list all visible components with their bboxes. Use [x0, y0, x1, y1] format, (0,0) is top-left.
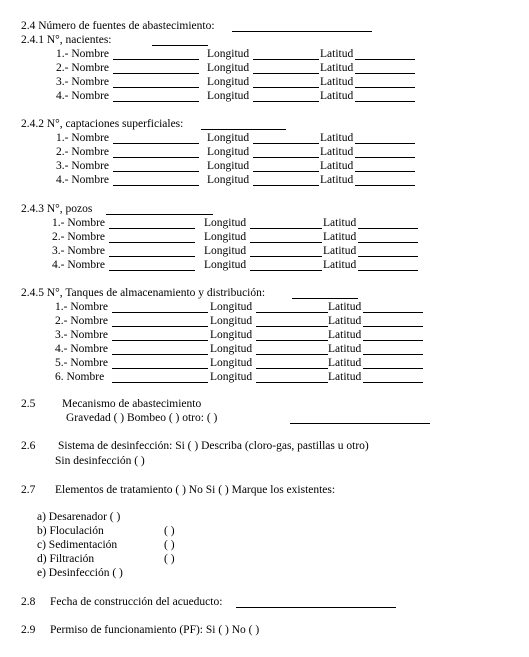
latitud-field[interactable] — [363, 312, 423, 313]
fecha-construccion-label: Fecha de construcción del acueducto: — [50, 596, 223, 608]
nombre-field[interactable] — [113, 59, 199, 60]
nombre-field[interactable] — [113, 87, 199, 88]
otro-mecanismo-field[interactable] — [290, 423, 430, 424]
longitud-field[interactable] — [256, 326, 328, 327]
row-name-label: 3.- Nombre — [55, 329, 109, 341]
fuentes-count-field[interactable] — [232, 31, 372, 32]
tratamiento-checkbox[interactable]: ( ) — [164, 553, 175, 565]
tratamiento-item[interactable]: e) Desinfección ( ) — [37, 567, 123, 579]
longitud-label: Longitud — [204, 231, 247, 243]
row-name-label: 3.- Nombre — [52, 245, 106, 257]
longitud-label: Longitud — [207, 174, 250, 186]
tratamiento-checkbox[interactable]: ( ) — [164, 539, 175, 551]
row-name-label: 2.- Nombre — [56, 146, 110, 158]
longitud-field[interactable] — [250, 228, 322, 229]
nombre-field[interactable] — [112, 354, 208, 355]
longitud-field[interactable] — [250, 242, 322, 243]
latitud-field[interactable] — [363, 354, 423, 355]
longitud-label: Longitud — [207, 160, 250, 172]
nombre-field[interactable] — [109, 270, 195, 271]
nombre-field[interactable] — [112, 382, 208, 383]
longitud-label: Longitud — [210, 301, 253, 313]
nombre-field[interactable] — [112, 368, 208, 369]
desinfeccion-line[interactable]: Sistema de desinfección: Si ( ) Describa (cloro-gas, pastillas u otro) — [58, 440, 369, 452]
longitud-label: Longitud — [204, 217, 247, 229]
nombre-field[interactable] — [112, 326, 208, 327]
latitud-label: Latitud — [323, 217, 357, 229]
nombre-field[interactable] — [109, 256, 195, 257]
longitud-label: Longitud — [210, 329, 253, 341]
longitud-label: Longitud — [210, 371, 253, 383]
longitud-label: Longitud — [210, 315, 253, 327]
latitud-label: Latitud — [320, 76, 354, 88]
latitud-field[interactable] — [355, 143, 415, 144]
group-heading: 2.4.1 N°, nacientes: — [21, 34, 112, 46]
latitud-field[interactable] — [363, 382, 423, 383]
latitud-label: Latitud — [320, 90, 354, 102]
tratamiento-item[interactable]: b) Floculación — [37, 525, 104, 537]
longitud-field[interactable] — [253, 59, 319, 60]
tratamiento-item[interactable]: a) Desarenador ( ) — [37, 511, 121, 523]
section-2-4-title: 2.4 Número de fuentes de abastecimiento: — [21, 20, 215, 32]
row-name-label: 2.- Nombre — [56, 62, 110, 74]
group-heading: 2.4.3 N°, pozos — [21, 203, 93, 215]
latitud-field[interactable] — [355, 185, 415, 186]
longitud-field[interactable] — [253, 185, 319, 186]
row-name-label: 2.- Nombre — [55, 315, 109, 327]
group-heading: 2.4.5 N°, Tanques de almacenamiento y distribución: — [21, 287, 266, 299]
section-2-5-number: 2.5 — [21, 398, 36, 410]
longitud-field[interactable] — [253, 87, 319, 88]
nombre-field[interactable] — [113, 143, 199, 144]
nombre-field[interactable] — [109, 242, 195, 243]
latitud-field[interactable] — [355, 157, 415, 158]
longitud-field[interactable] — [256, 340, 328, 341]
group-count-field[interactable] — [152, 45, 208, 46]
latitud-label: Latitud — [320, 62, 354, 74]
longitud-field[interactable] — [253, 157, 319, 158]
row-name-label: 4.- Nombre — [55, 343, 109, 355]
permiso-funcionamiento-line[interactable]: Permiso de funcionamiento (PF): Si ( ) No ( ) — [50, 624, 260, 636]
row-name-label: 5.- Nombre — [55, 357, 109, 369]
latitud-label: Latitud — [320, 146, 354, 158]
nombre-field[interactable] — [113, 157, 199, 158]
row-name-label: 4.- Nombre — [56, 90, 110, 102]
longitud-field[interactable] — [253, 171, 319, 172]
fecha-construccion-field[interactable] — [236, 607, 396, 608]
latitud-label: Latitud — [328, 371, 362, 383]
longitud-field[interactable] — [250, 270, 322, 271]
latitud-field[interactable] — [355, 87, 415, 88]
longitud-field[interactable] — [256, 312, 328, 313]
longitud-label: Longitud — [207, 62, 250, 74]
nombre-field[interactable] — [113, 171, 199, 172]
group-count-field[interactable] — [106, 214, 213, 215]
latitud-field[interactable] — [363, 326, 423, 327]
row-name-label: 1.- Nombre — [56, 48, 110, 60]
sin-desinfeccion-line[interactable]: Sin desinfección ( ) — [55, 455, 145, 467]
latitud-field[interactable] — [358, 242, 418, 243]
longitud-field[interactable] — [253, 101, 319, 102]
latitud-field[interactable] — [355, 101, 415, 102]
row-name-label: 1.- Nombre — [56, 132, 110, 144]
latitud-label: Latitud — [328, 357, 362, 369]
longitud-label: Longitud — [204, 245, 247, 257]
row-name-label: 6. Nombre — [55, 371, 105, 383]
tratamiento-item[interactable]: c) Sedimentación — [37, 539, 118, 551]
nombre-field[interactable] — [109, 228, 195, 229]
latitud-label: Latitud — [323, 245, 357, 257]
latitud-label: Latitud — [320, 48, 354, 60]
longitud-label: Longitud — [210, 343, 253, 355]
section-2-7-number: 2.7 — [21, 484, 36, 496]
latitud-field[interactable] — [363, 368, 423, 369]
group-count-field[interactable] — [201, 129, 286, 130]
longitud-label: Longitud — [207, 90, 250, 102]
row-name-label: 1.- Nombre — [52, 217, 106, 229]
nombre-field[interactable] — [113, 73, 199, 74]
nombre-field[interactable] — [112, 312, 208, 313]
latitud-label: Latitud — [328, 315, 362, 327]
latitud-label: Latitud — [323, 231, 357, 243]
group-heading: 2.4.2 N°, captaciones superficiales: — [21, 118, 184, 130]
longitud-label: Longitud — [207, 76, 250, 88]
tratamiento-title[interactable]: Elementos de tratamiento ( ) No Si ( ) Marque los existentes: — [55, 484, 336, 496]
longitud-label: Longitud — [207, 48, 250, 60]
row-name-label: 4.- Nombre — [52, 259, 106, 271]
latitud-field[interactable] — [358, 270, 418, 271]
nombre-field[interactable] — [112, 340, 208, 341]
latitud-label: Latitud — [328, 301, 362, 313]
latitud-field[interactable] — [355, 171, 415, 172]
row-name-label: 3.- Nombre — [56, 76, 110, 88]
latitud-field[interactable] — [363, 340, 423, 341]
section-2-6-number: 2.6 — [21, 440, 36, 452]
latitud-label: Latitud — [328, 329, 362, 341]
latitud-label: Latitud — [320, 160, 354, 172]
tratamiento-checkbox[interactable]: ( ) — [164, 525, 175, 537]
longitud-label: Longitud — [207, 132, 250, 144]
latitud-field[interactable] — [355, 73, 415, 74]
latitud-label: Latitud — [323, 259, 357, 271]
section-2-9-number: 2.9 — [21, 624, 36, 636]
row-name-label: 3.- Nombre — [56, 160, 110, 172]
longitud-label: Longitud — [210, 357, 253, 369]
longitud-field[interactable] — [256, 382, 328, 383]
longitud-field[interactable] — [250, 256, 322, 257]
longitud-field[interactable] — [256, 368, 328, 369]
mecanismo-options[interactable]: Gravedad ( ) Bombeo ( ) otro: ( ) — [66, 412, 218, 424]
latitud-field[interactable] — [358, 228, 418, 229]
latitud-label: Latitud — [328, 343, 362, 355]
longitud-label: Longitud — [204, 259, 247, 271]
row-name-label: 1.- Nombre — [55, 301, 109, 313]
section-2-8-number: 2.8 — [21, 596, 36, 608]
latitud-label: Latitud — [320, 174, 354, 186]
longitud-field[interactable] — [256, 354, 328, 355]
nombre-field[interactable] — [113, 185, 199, 186]
latitud-field[interactable] — [355, 59, 415, 60]
longitud-field[interactable] — [253, 73, 319, 74]
latitud-label: Latitud — [320, 132, 354, 144]
longitud-label: Longitud — [207, 146, 250, 158]
longitud-field[interactable] — [253, 143, 319, 144]
tratamiento-item[interactable]: d) Filtración — [37, 553, 95, 565]
section-2-5-title: Mecanismo de abastecimiento — [62, 398, 202, 410]
nombre-field[interactable] — [113, 101, 199, 102]
group-count-field[interactable] — [292, 298, 358, 299]
row-name-label: 4.- Nombre — [56, 174, 110, 186]
latitud-field[interactable] — [358, 256, 418, 257]
row-name-label: 2.- Nombre — [52, 231, 106, 243]
